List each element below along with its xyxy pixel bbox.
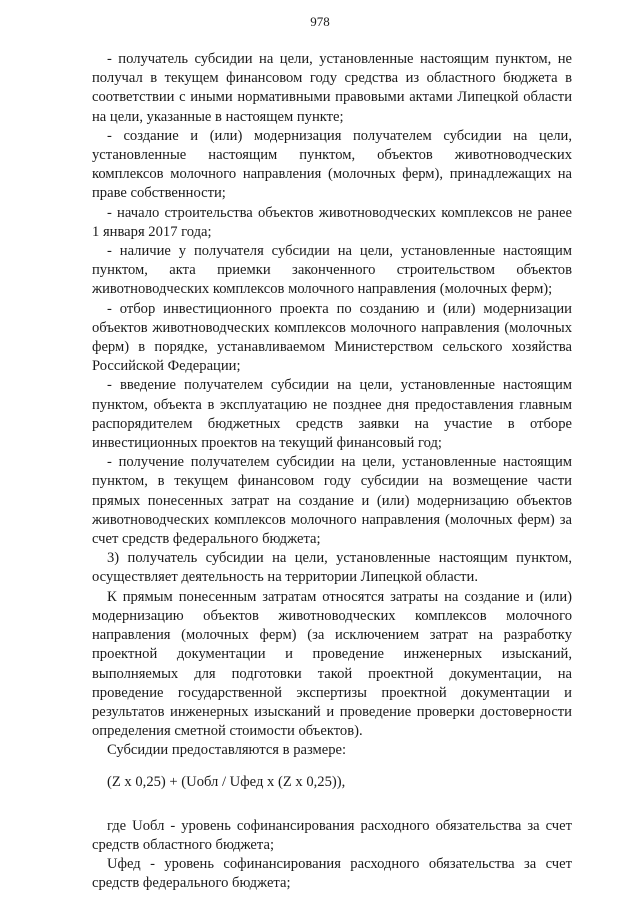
page-number: 978	[310, 14, 330, 29]
definition-paragraph: Uфед - уровень софинансирования расходного обязательства за счет средств федерального бюджета;	[92, 856, 572, 892]
paragraph: - получение получателем субсидии на цели, установленные настоящим пунктом, в текущем финансовом году субсидии на возмещение части прямых понесенных затрат на создание и (или) модернизацию объектов животноводческих комплексов молочного направления (молочных ферм) за счет средств федерального бюджета;	[92, 454, 572, 548]
paragraph: 3) получатель субсидии на цели, установленные настоящим пунктом, осуществляет деятельность на территории Липецкой области.	[92, 550, 572, 586]
subsidy-formula: (Z x 0,25) + (Uобл / Uфед x (Z x 0,25)),	[107, 773, 346, 790]
definition-paragraph: где Uобл - уровень софинансирования расходного обязательства за счет средств областного бюджета;	[92, 817, 572, 853]
paragraph: - отбор инвестиционного проекта по созданию и (или) модернизации объектов животноводческих комплексов молочного направления (молочных ферм) в порядке, устанавливаемом Министерством сельского хозяйства Российской Федерации;	[92, 300, 572, 375]
paragraph: К прямым понесенным затратам относятся затраты на создание и (или) модернизацию объектов животноводческих комплексов молочного направления (молочных ферм) (за исключением затрат на разработку проектной документации и проведение инженерных изысканий, выполняемых для подготовки такой проектной документации, на проведение государственной экспертизы проектной документации и результатов инженерных изысканий и проведение проверки достоверности определения сметной стоимости объектов).	[92, 588, 572, 740]
paragraph: Субсидии предоставляются в размере:	[107, 742, 347, 759]
document-body	[92, 50, 572, 894]
paragraph: - получатель субсидии на цели, установленные настоящим пунктом, не получал в текущем финансовом году средства из областного бюджета в соответствии с иными нормативными правовыми актами Липецкой области на цели, указанные в настоящем пункте;	[92, 51, 572, 125]
paragraph: - создание и (или) модернизация получателем субсидии на цели, установленные настоящим пунктом, объектов животноводческих комплексов молочного направления (молочных ферм), принадлежащих на праве собственности;	[92, 127, 572, 202]
paragraph: - введение получателем субсидии на цели, установленные настоящим пунктом, объекта в эксплуатацию не позднее дня предоставления главным распорядителем бюджетных средств заявки на участие в отборе инвестиционных проектов на текущий финансовый год;	[92, 377, 572, 452]
paragraph: - наличие у получателя субсидии на цели, установленные настоящим пунктом, акта приемки законченного строительством объектов животноводческих комплексов молочного направления (молочных ферм);	[92, 243, 572, 298]
paragraph: - начало строительства объектов животноводческих комплексов не ранее 1 января 2017 года;	[92, 204, 572, 240]
